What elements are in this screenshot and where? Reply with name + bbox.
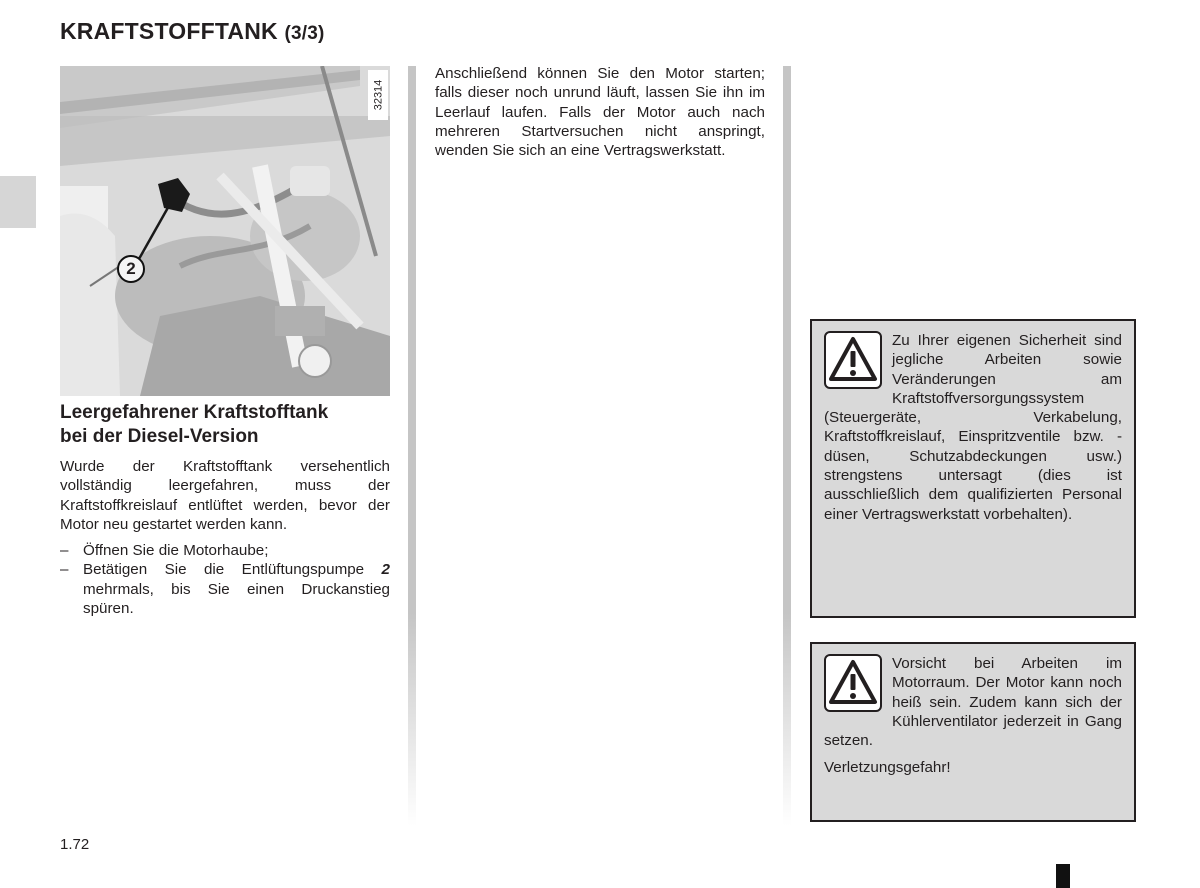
page-number: 1.72 <box>60 836 90 853</box>
column-divider-2 <box>783 66 791 826</box>
restart-paragraph: Anschließend können Sie den Motor starten; falls dieser noch unrund läuft, lassen Sie ihn im Leerlauf laufen. Falls der Motor auch nach mehreren Startversuchen nicht anspringt, wenden Sie sich an eine Vertragswerkstatt. <box>435 65 765 160</box>
step-open-hood <box>60 541 390 560</box>
image-code-text: 32314 <box>372 79 384 111</box>
injury-warning-text: Verletzungsgefahr! <box>824 759 951 777</box>
engine-bay-illustration <box>60 66 390 396</box>
warning-triangle-icon <box>824 331 882 389</box>
page-title-text: KRAFTSTOFFTANK <box>60 18 278 44</box>
step-2-text-before: Betätigen Sie die Entlüftungspumpe <box>83 561 382 579</box>
step-list <box>60 541 390 618</box>
section-heading <box>60 401 390 449</box>
safety-warning-text: Zu Ihrer eigenen Sicherheit sind jegliche Arbeiten sowie Veränderungen am Kraftstoffversorgungssystem (Steuergeräte, Verkabelung, Kraftstoffkreislauf, Einspritzventile bzw. -düsen, Schutzabdeckungen usw.) strengstens untersagt (dies ist ausschließlich dem qualifizierten Personal einer Vertragswerkstatt vorbehalten). <box>824 332 1122 523</box>
step-2-text-after: mehrmals, bis Sie einen Druckanstieg spüren. <box>83 580 390 617</box>
safety-warning-box <box>810 319 1136 618</box>
intro-paragraph: Wurde der Kraftstofftank versehentlich vollständig leergefahren, muss der Kraftstoffkreislauf entlüftet werden, bevor der Motor neu gestartet werden kann. <box>60 458 390 533</box>
column-divider-1 <box>408 66 416 826</box>
engine-warning-box <box>810 642 1136 822</box>
chapter-tab <box>0 176 36 228</box>
step-2-ref: 2 <box>381 561 390 579</box>
callout-2: 2 <box>117 255 145 283</box>
step-1-text: Öffnen Sie die Motorhaube; <box>83 542 269 559</box>
page-edge-marker <box>1056 864 1070 888</box>
warning-triangle-icon <box>824 654 882 712</box>
engine-warning-text: Vorsicht bei Arbeiten im Motorraum. Der Motor kann noch heiß sein. Zudem kann sich der Kühlerventilator jederzeit in Gang setzen. <box>824 655 1122 750</box>
section-heading-line1: Leergefahrener Kraftstofftank <box>60 402 329 423</box>
engine-bay-photo <box>60 66 390 396</box>
step-bleed-pump <box>60 560 390 618</box>
section-heading-line2: bei der Diesel-Version <box>60 426 259 447</box>
image-code <box>368 70 388 120</box>
page-title <box>60 18 325 45</box>
page-title-part: (3/3) <box>284 23 325 44</box>
